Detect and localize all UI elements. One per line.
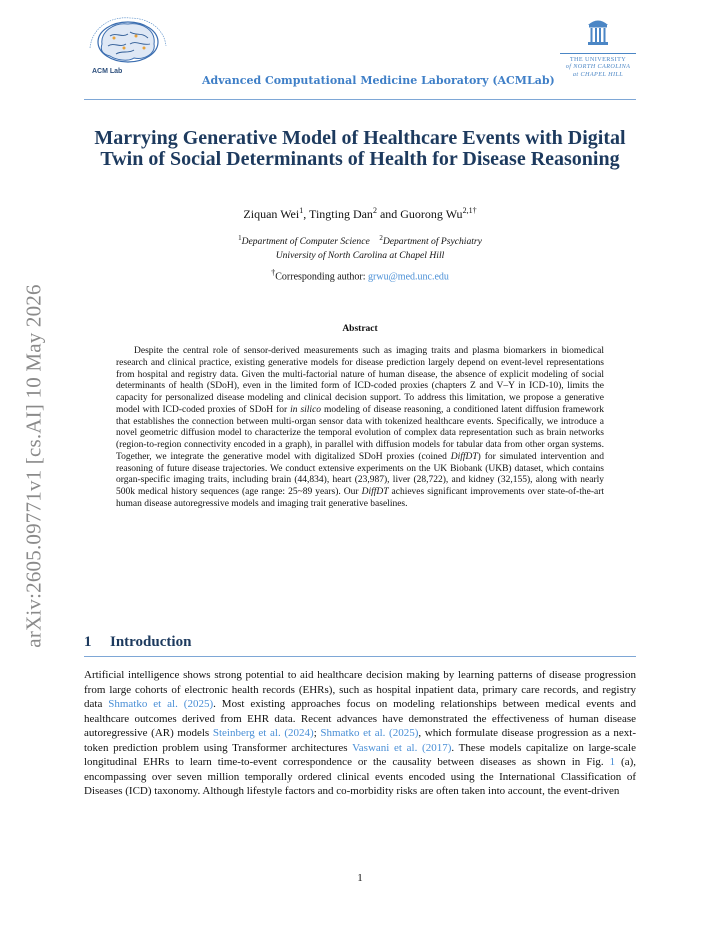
author-separator: , [303,207,310,221]
dagger-mark: † [271,268,276,277]
citation-link[interactable]: Shmatko et al. (2025) [108,698,214,711]
intro-text: Artificial intelligence shows strong potential to aid healthcare decision making by learning patterns of disease progression from large cohorts of electronic health records (EHRs), such as hospital inpatient data, primary care records, and registry data [84,669,636,711]
page-number: 1 [357,872,363,884]
affiliations [84,231,636,263]
author-list [84,206,636,222]
old-well-icon [583,16,613,48]
citation-link[interactable]: Vaswani et al. (2017) [352,741,452,754]
abstract-text: achieves significant improvements over state-of-the-art human disease autoregressive models and imaging trait generative baselines. [116,487,605,509]
citation-author: Shmatko et al. [320,727,386,740]
section-number: 1 [84,634,92,650]
affil-sup: 1 [238,234,242,242]
intro-text: (a), encompassing over seven million temporally ordered clinical events encoded using the International Classification of Diseases (ICD) taxonomy. Although lifestyle factors and co-morbidity risks are often taken into account, the event-driven [84,756,636,798]
citation-author: Steinberg et al. [212,727,281,740]
affiliation-2: Department of Psychiatry [382,236,482,248]
citation-link[interactable]: Steinberg et al. (2024) [212,727,314,740]
section-divider [84,656,636,657]
citation-year: 2025 [187,698,210,711]
abstract-italic: in silico [290,404,322,415]
header-divider [84,99,636,100]
acm-lab-logo-text: ACM Lab [92,68,123,75]
intro-text: . These models capitalize on large-scale longitudinal EHRs to learn time-to-event correspondence or the causality between diseases as shown in Fig. [84,741,636,769]
unc-line2: of NORTH CAROLINA [565,63,631,71]
unc-logo [560,16,636,90]
figure-ref-link[interactable]: 1 [609,756,616,769]
author-name: Guorong Wu [400,207,463,221]
abstract-italic: DiffDT [361,487,389,497]
section-title: Introduction [110,634,192,650]
page-header [84,14,636,100]
acm-lab-logo [84,14,172,80]
intro-text: ; [313,727,321,740]
abstract-text: ) for simulated intervention and reasoning of future disease trajectories. We conduct extensive experiments on the UK Biobank (UKB) dataset, which contains organ-specific imaging traits, including brain (44,834), heart (23,987), liver (28,722), and kidney (32,155), along with nearly 500k medical history sequences (age range: 25~89 years). Our [116,451,604,497]
citation-author: Vaswani et al. [352,741,418,754]
arxiv-stamp [16,256,52,676]
author-affil-sup: 1 [299,206,304,215]
abstract-text: modeling of disease reasoning, a conditioned latent diffusion framework that establishes the connection between multi-organ sensor data with tokenized healthcare events. Specifically, we introduce a novel geometric diffusion model to characterize the temporal evolution of complex data representation such as brain networks (region-to-region connectivity encoded in a graph), in parallel with diffusion models for tabular data from other organ systems. Together, we integrate the generative model with digitalized SDoH proxies (coined [116,404,604,462]
affil-sup: 2 [379,234,383,242]
affiliation-university: University of North Carolina at Chapel Hill [275,250,445,262]
abstract-text: Despite the central role of sensor-derived measurements such as imaging traits and plasma biomarkers in biomedical research and clinical practice, existing generative models for disease prediction largely depend on event-level representations from hospital and registry data. Given the multi-factorial nature of human disease, the absence of explicit modeling of social determinants of health (SDoH), even in the limited form of ICD-coded proxies (chapters Z and V–Y in ICD-10), limits the capacity for personalized disease modeling and clinical decision support. To address this limitation, we propose a generative model with ICD-coded proxies of SDoH for [116,346,604,415]
section-heading [84,634,636,656]
author-name: Tingting Dan [309,207,373,221]
paper-title: Marrying Generative Model of Healthcare Events with Digital Twin of Social Determinants of Health for Disease Reasoning [94,127,626,170]
author-affil-sup: 2,1† [462,206,477,215]
citation-year: 2024 [288,727,311,740]
intro-text: , which formulate disease progression as a next-token prediction problem using Transformer architectures [84,727,636,754]
author-affil-sup: 2 [372,206,377,215]
author-separator: and [376,207,401,221]
introduction-paragraph [84,668,636,799]
abstract-italic: DiffDT [450,451,478,462]
abstract-heading: Abstract [342,324,378,334]
citation-author: Shmatko et al. [108,698,178,711]
abstract-body [116,346,604,511]
citation-year: 2025 [392,727,415,740]
arxiv-stamp-text: arXiv:2605.09771v1 [cs.AI] 10 May 2026 [21,284,46,648]
intro-text: . Most existing approaches focus on modeling relationships between medical events and healthcare outcomes derived from EHR data. Recent advances have demonstrated the effectiveness of human disease autoregressive (AR) models [84,698,636,740]
unc-line3: at CHAPEL HILL [572,70,624,78]
citation-year: 2017 [425,741,448,754]
corresponding-author [84,268,636,282]
email-link[interactable]: grwu@med.unc.edu [368,271,449,283]
author-name: Ziquan Wei [243,207,300,221]
citation-link[interactable]: Shmatko et al. (2025) [320,727,419,740]
corresponding-label: Corresponding author: [275,271,369,283]
affiliation-1: Department of Computer Science [241,236,370,248]
unc-line1: THE UNIVERSITY [569,56,627,63]
lab-name: Advanced Computational Medicine Laboratory (ACMLab) [202,74,555,87]
